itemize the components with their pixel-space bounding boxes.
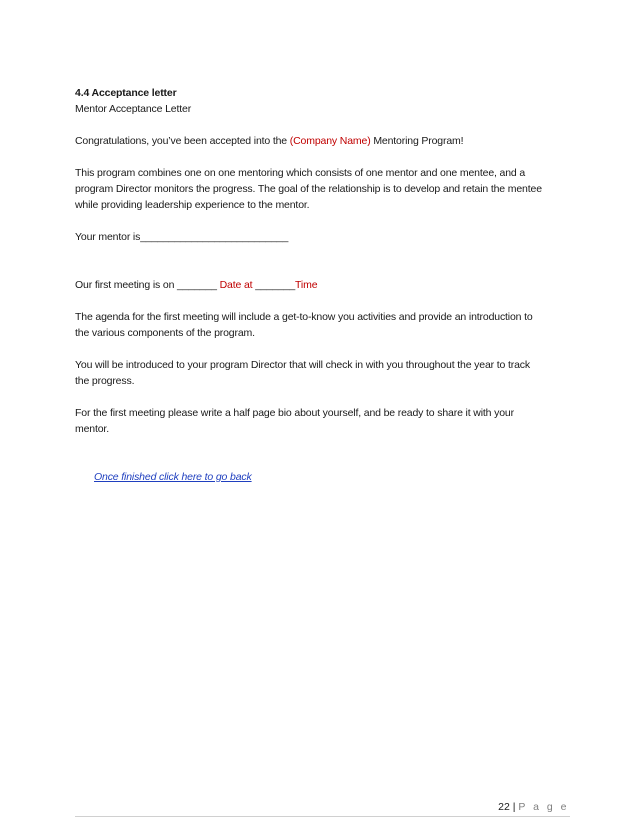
meeting-date-placeholder: Date at xyxy=(219,279,253,291)
program-text-line: program Director monitors the progress. The goal of the relationship is to develop and retain the mentee xyxy=(75,183,542,195)
footer-divider xyxy=(75,816,570,817)
agenda-text-line: the various components of the program. xyxy=(75,327,255,339)
congratulations-text: Congratulations, you’ve been accepted into the xyxy=(75,135,290,147)
mentor-name-line: Your mentor is__________________________ xyxy=(75,231,289,243)
congratulations-paragraph xyxy=(75,133,570,149)
footer-separator: | xyxy=(512,801,516,813)
director-text-line: You will be introduced to your program Director that will check in with you throughout the year to track xyxy=(75,359,530,371)
agenda-paragraph xyxy=(75,309,570,341)
program-text-line: while providing leadership experience to the mentor. xyxy=(75,199,310,211)
program-text-line: This program combines one on one mentoring which consists of one mentor and one mentee, and a xyxy=(75,167,526,179)
agenda-text-line: The agenda for the first meeting will include a get-to-know you activities and provide an introduction to xyxy=(75,311,533,323)
director-text-line: the progress. xyxy=(75,375,135,387)
meeting-text: Our first meeting is on _______ xyxy=(75,279,220,291)
page-number: 22 xyxy=(498,801,510,813)
director-paragraph xyxy=(75,357,570,389)
go-back-link[interactable]: Once finished click here to go back xyxy=(94,471,252,483)
bio-text-line: mentor. xyxy=(75,423,109,435)
go-back-line xyxy=(75,469,570,485)
page-footer xyxy=(498,800,569,814)
bio-paragraph xyxy=(75,405,570,437)
program-name-text: Mentoring Program! xyxy=(370,135,464,147)
section-heading: 4.4 Acceptance letter xyxy=(75,87,177,99)
meeting-time-placeholder: Time xyxy=(295,279,318,291)
bio-text-line: For the first meeting please write a half page bio about yourself, and be ready to share it with your xyxy=(75,407,514,419)
page-label: P a g e xyxy=(518,801,569,813)
first-meeting-line xyxy=(75,277,570,293)
letter-content xyxy=(75,85,570,485)
section-subheading: Mentor Acceptance Letter xyxy=(75,103,192,115)
company-name-placeholder: (Company Name) xyxy=(289,135,371,147)
program-paragraph xyxy=(75,165,570,213)
meeting-time-blank: _______ xyxy=(252,279,296,291)
